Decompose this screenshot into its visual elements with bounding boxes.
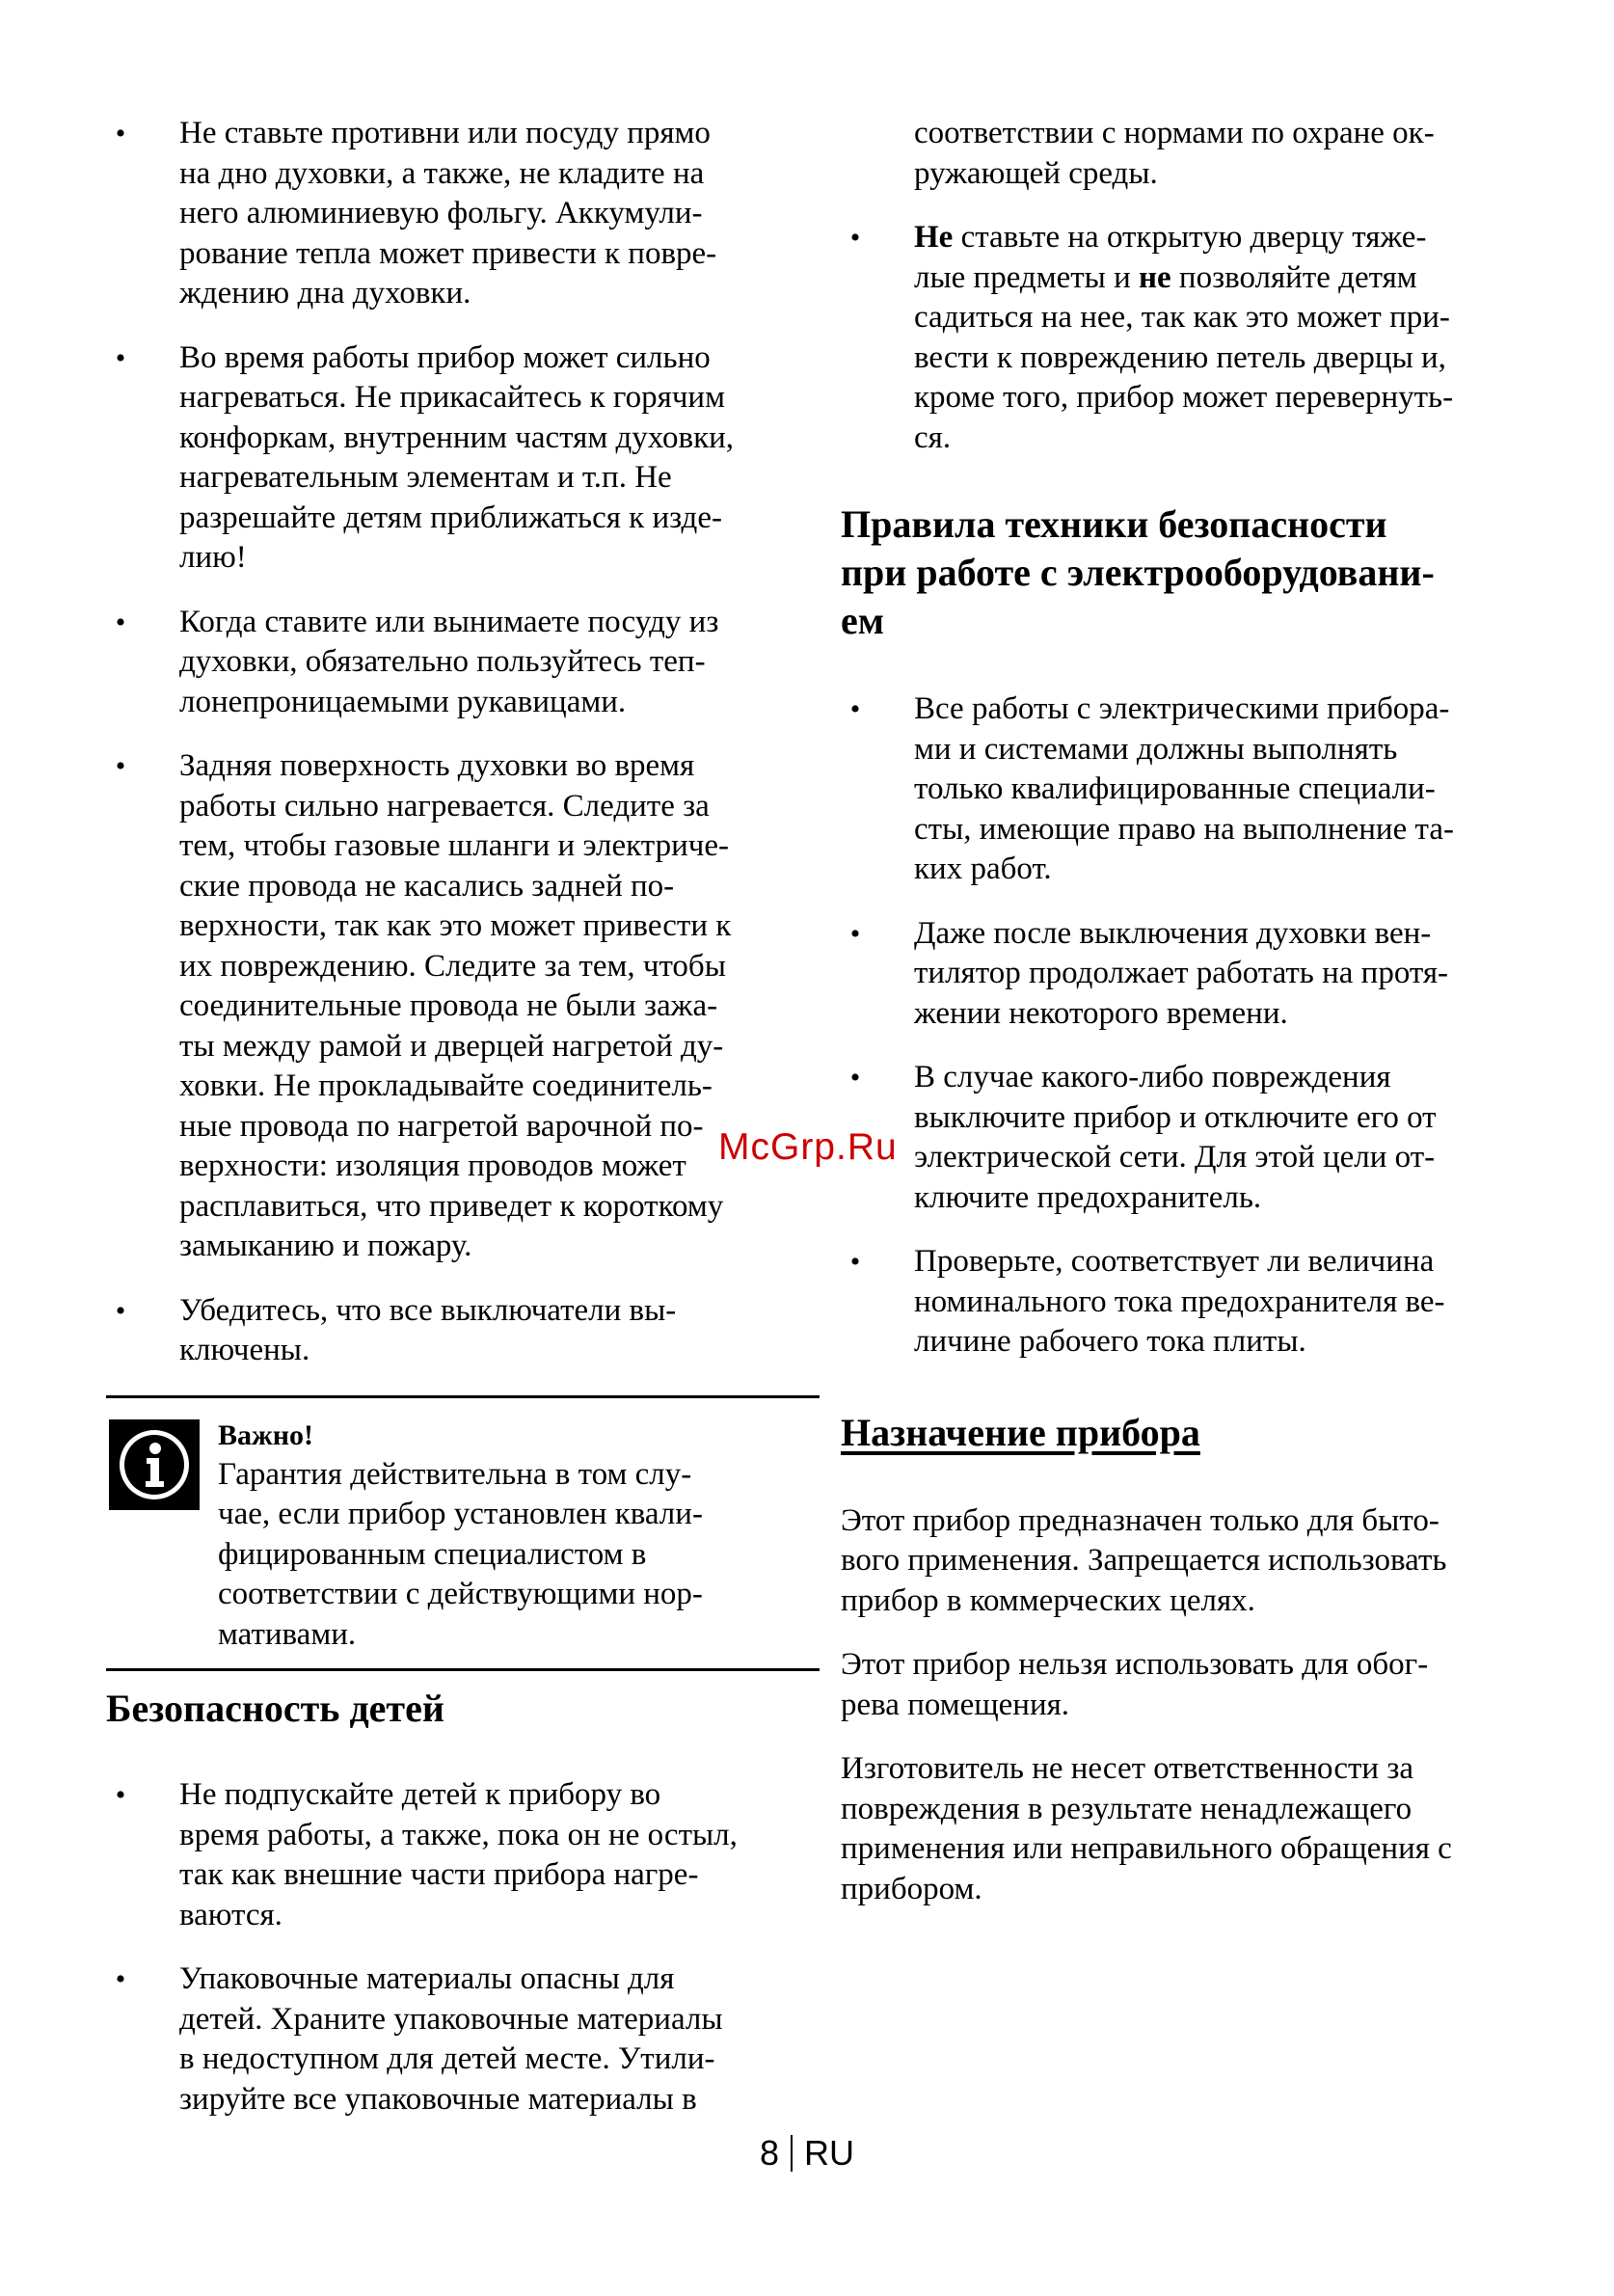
list-item: • Даже после выключения духовки вен- тилятор продолжает работать на протя- жении некоторого времени. (841, 914, 1535, 1035)
bullet-icon: • (115, 341, 126, 374)
bullet-list-door (841, 218, 1535, 458)
purpose-paragraph: Этот прибор нельзя использовать для обог- рева помещения. (841, 1647, 1429, 1722)
list-item: • Все работы с электрическими прибора- ми и системами должны выполнять только квалифицированные специали- сты, имеющие право на выполнение та- ких работ. (841, 689, 1535, 890)
list-item: • Задняя поверхность духовки во время работы сильно нагревается. Следите за тем, чтобы газовые шланги и электриче- ские провода не касались задней по- верхности, так как это может привести к их повреждению. Следите за тем, чтобы соединительные провода не были зажа- ты между рамой и дверцей нагретой ду- ховки. Не прокладывайте соединитель- ные провода по нагретой варочной по- верхности: изоляция проводов может расплавиться, что приведет к короткому замыканию и пожару. (106, 746, 820, 1267)
language-code: RU (804, 2133, 855, 2173)
page-footer (0, 2133, 1614, 2174)
list-item: • Убедитесь, что все выключатели вы- ключены. (106, 1291, 820, 1371)
bullet-icon: • (849, 693, 861, 725)
bullet-icon: • (115, 118, 126, 149)
bullet-list-child-safety (106, 1775, 820, 2120)
bullet-icon: • (115, 1294, 126, 1327)
divider (106, 1668, 820, 1671)
list-item: • Не ставьте на открытую дверцу тяже- лые предметы и не позволяйте детям садиться на нее, так как это может при- вести к повреждению петель дверцы и, кроме того, прибор может перевернуть- ся. (841, 218, 1535, 458)
list-item: • Не ставьте противни или посуду прямо на дно духовки, а также, не кладите на него алюминиевую фольгу. Аккумули- рование тепла может привести к повре- ждению дна духовки. (106, 114, 820, 314)
bullet-icon: • (849, 1246, 861, 1278)
bullet-icon: • (849, 1062, 861, 1094)
important-title: Важно! (218, 1418, 314, 1451)
important-text: Гарантия действительна в том слу- чае, если прибор установлен квали- фицированным специалистом в соответствии с действующими нор- мативами. (218, 1456, 703, 1652)
footer-separator (791, 2135, 793, 2172)
right-column (841, 114, 1535, 1933)
purpose-paragraph: Этот прибор предназначен только для быто- вого применения. Запрещается использовать прибор в коммерческих целях. (841, 1502, 1447, 1618)
bullet-icon: • (849, 917, 861, 950)
purpose-heading: Назначение прибора (841, 1410, 1200, 1454)
continuation-text: соответствии с нормами по охране ок- ружающей среды. (914, 116, 1435, 191)
list-item: • Проверьте, соответствует ли величина номинального тока предохранителя ве- личине рабочего тока плиты. (841, 1242, 1535, 1363)
bullet-icon: • (115, 1779, 126, 1811)
list-item: • Упаковочные материалы опасны для детей. Храните упаковочные материалы в недоступном для детей месте. Утили- зируйте все упаковочные материалы в (106, 1959, 820, 2120)
watermark: McGrp.Ru (718, 1126, 898, 1168)
list-item: • Не подпускайте детей к прибору во время работы, а также, пока он не остыл, так как внешние части прибора нагре- ваются. (106, 1775, 820, 1935)
bullet-icon: • (115, 750, 126, 782)
left-column (106, 114, 820, 2144)
list-item: • В случае какого-либо повреждения выключите прибор и отключите его от электрической сети. Для этой цели от- ключите предохранитель. (841, 1058, 1535, 1218)
electric-safety-heading: Правила техники безопасности при работе с электрооборудовани- ем (841, 502, 1435, 642)
important-note (106, 1398, 820, 1669)
bullet-icon: • (115, 606, 126, 638)
child-safety-heading: Безопасность детей (106, 1687, 444, 1730)
page-number: 8 (759, 2133, 780, 2173)
bullet-list-oven-safety (106, 114, 820, 1371)
purpose-paragraph: Изготовитель не несет ответственности за повреждения в результате ненадлежащего применения или неправильного обращения с прибором. (841, 1751, 1452, 1906)
info-icon (109, 1419, 200, 1510)
bullet-icon: • (849, 222, 861, 254)
bullet-list-electric (841, 689, 1535, 1363)
list-item: • Во время работы прибор может сильно нагреваться. Не прикасайтесь к горячим конфоркам, внутренним частям духовки, нагревательным элементам и т.п. Не разрешайте детям приближаться к изде- лию! (106, 338, 820, 579)
list-item: • Когда ставите или вынимаете посуду из духовки, обязательно пользуйтесь теп- лонепроницаемыми рукавицами. (106, 603, 820, 723)
bullet-icon: • (115, 1963, 126, 1995)
